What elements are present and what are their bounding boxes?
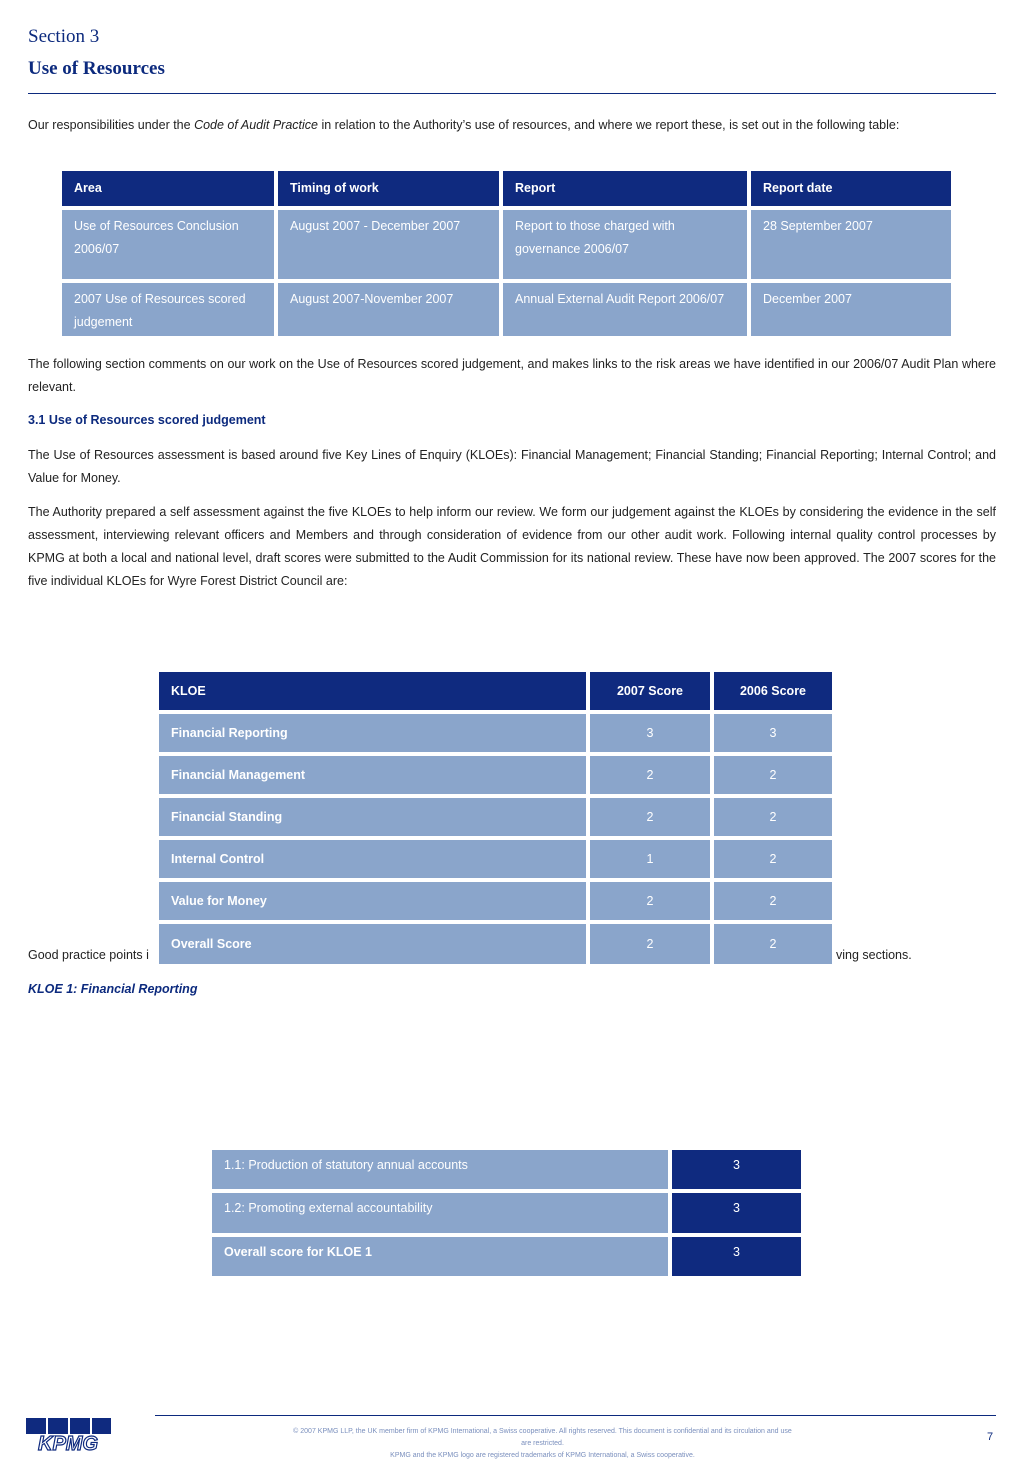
table-cell: 3 bbox=[590, 714, 710, 752]
table-cell: 1 bbox=[590, 840, 710, 878]
table-cell: Internal Control bbox=[159, 840, 586, 878]
kloe1-heading: KLOE 1: Financial Reporting bbox=[28, 982, 198, 996]
kpmg-logo-text: KPMG bbox=[38, 1433, 98, 1452]
partial-text-left: Good practice points i bbox=[28, 948, 149, 962]
table-cell: Use of Resources Conclusion 2006/07 bbox=[62, 210, 274, 279]
table-cell: 2 bbox=[590, 798, 710, 836]
table-cell: August 2007 - December 2007 bbox=[278, 210, 499, 279]
table-row bbox=[159, 798, 832, 836]
table-cell: 2007 Use of Resources scored judgement bbox=[62, 283, 274, 336]
footer-copyright-2: are restricted. bbox=[521, 1440, 564, 1447]
table-row bbox=[159, 756, 832, 794]
table-cell: 2 bbox=[714, 798, 832, 836]
table-cell: 2 bbox=[714, 756, 832, 794]
table-cell: December 2007 bbox=[751, 283, 951, 336]
footer-divider bbox=[155, 1415, 996, 1416]
intro-paragraph bbox=[28, 114, 996, 137]
footer-trademark: KPMG and the KPMG logo are registered trademarks of KPMG International, a Swiss cooperative. bbox=[390, 1452, 695, 1459]
table-cell: 2 bbox=[714, 840, 832, 878]
table-row bbox=[62, 283, 951, 336]
table-header-row bbox=[159, 672, 832, 710]
subheading: 3.1 Use of Resources scored judgement bbox=[28, 413, 266, 427]
table-cell: 3 bbox=[714, 714, 832, 752]
kloe1-table bbox=[208, 1146, 805, 1280]
table-cell: August 2007-November 2007 bbox=[278, 283, 499, 336]
table-cell: Value for Money bbox=[159, 882, 586, 920]
table-cell: 2 bbox=[714, 882, 832, 920]
partial-text-right: ving sections. bbox=[836, 948, 912, 962]
table-cell: 28 September 2007 bbox=[751, 210, 951, 279]
intro-text-start: Our responsibilities under the bbox=[28, 118, 195, 132]
table-row bbox=[212, 1237, 801, 1276]
table-cell: Financial Standing bbox=[159, 798, 586, 836]
table-header-cell: 2007 Score bbox=[590, 672, 710, 710]
intro-text-end: in relation to the Authority’s use of resources, and where we report these, is set out in the following table: bbox=[317, 118, 900, 132]
table-cell: 1.1: Production of statutory annual accounts bbox=[212, 1150, 668, 1189]
table-row bbox=[62, 210, 951, 279]
table-row bbox=[159, 924, 832, 964]
table-row bbox=[159, 714, 832, 752]
kpmg-logo bbox=[26, 1418, 111, 1452]
page-number: 7 bbox=[987, 1431, 994, 1443]
section-label: Section 3 bbox=[28, 26, 100, 47]
table-header-cell: 2006 Score bbox=[714, 672, 832, 710]
table-cell: 3 bbox=[672, 1237, 801, 1276]
table-cell: Financial Reporting bbox=[159, 714, 586, 752]
table-header-cell: Area bbox=[62, 171, 274, 206]
table-row bbox=[159, 840, 832, 878]
table-cell: 2 bbox=[714, 924, 832, 964]
table-cell: Overall Score bbox=[159, 924, 586, 964]
table-cell: Annual External Audit Report 2006/07 bbox=[503, 283, 747, 336]
footer-copyright-1: © 2007 KPMG LLP, the UK member firm of KPMG International, a Swiss cooperative. All rights reserved. This document is confidential and its circulation and use bbox=[293, 1428, 792, 1435]
table-cell: 2 bbox=[590, 882, 710, 920]
table-cell: 1.2: Promoting external accountability bbox=[212, 1193, 668, 1233]
intro-italic: Code of Audit Practice bbox=[194, 118, 318, 132]
assessment-paragraph: The Authority prepared a self assessment against the five KLOEs to help inform our review. We form our judgement against the KLOEs by considering the evidence in the self assessment, interviewing relevant officers and Members and through consideration of evidence from our other audit work. Following internal quality control processes by KPMG at both a local and national level, draft scores were submitted to the Audit Commission for its national review. These have now been approved. The 2007 scores for the five individual KLOEs for Wyre Forest District Council are: bbox=[28, 505, 996, 588]
page-title: Use of Resources bbox=[28, 58, 165, 79]
table-header-cell: Report date bbox=[751, 171, 951, 206]
table-header-row bbox=[62, 171, 951, 206]
title-divider bbox=[28, 93, 996, 94]
kloe-scores-table bbox=[155, 668, 836, 968]
table-header-cell: Timing of work bbox=[278, 171, 499, 206]
section-intro-paragraph: The following section comments on our work on the Use of Resources scored judgement, and makes links to the risk areas we have identified in our 2006/07 Audit Plan where relevant. bbox=[28, 357, 996, 394]
table-cell: Report to those charged with governance 2006/07 bbox=[503, 210, 747, 279]
kloe-paragraph: The Use of Resources assessment is based around five Key Lines of Enquiry (KLOEs): Financial Management; Financial Standing; Financial Reporting; Internal Control; and Value for Money. bbox=[28, 448, 996, 485]
table-row bbox=[212, 1193, 801, 1233]
table-row bbox=[212, 1150, 801, 1189]
table-cell: 3 bbox=[672, 1193, 801, 1233]
table-header-cell: KLOE bbox=[159, 672, 586, 710]
table-cell: 2 bbox=[590, 924, 710, 964]
table-row bbox=[159, 882, 832, 920]
table-header-cell: Report bbox=[503, 171, 747, 206]
table-cell: Financial Management bbox=[159, 756, 586, 794]
table-cell: Overall score for KLOE 1 bbox=[212, 1237, 668, 1276]
table-cell: 3 bbox=[672, 1150, 801, 1189]
responsibilities-table bbox=[58, 167, 955, 340]
table-cell: 2 bbox=[590, 756, 710, 794]
